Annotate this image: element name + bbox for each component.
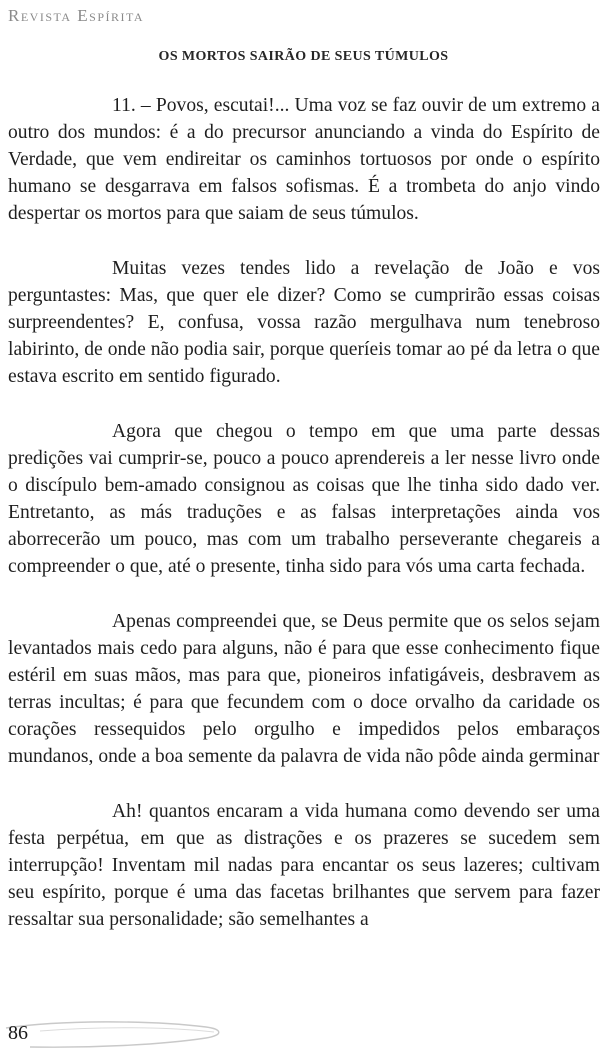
paragraph-2: Muitas vezes tendes lido a revelação de João e vos perguntastes: Mas, que quer ele dizer? Como se cumprirão essas coisas surpreendentes? E, confusa, vossa razão mergulhava num tenebroso labirinto, de onde não podia sair, porque queríeis tomar ao pé da letra o que estava escrito em sentido figurado.	[8, 258, 600, 387]
paragraph-3: Agora que chegou o tempo em que uma parte dessas predições vai cumprir-se, pouco a pouco aprendereis a ler nesse livro onde o discípulo bem-amado consignou as coisas que lhe tinha sido dado ver. Entretanto, as más traduções e as falsas interpretações ainda vos aborrecerão um pouco, mas com um trabalho perseverante chegareis a compreender o que, até o presente, tinha sido para vós uma carta fechada.	[8, 421, 600, 577]
footer-swoosh-ornament	[0, 1018, 230, 1052]
paragraph-1: 11. – Povos, escutai!... Uma voz se faz ouvir de um extremo a outro dos mundos: é a do precursor anunciando a vinda do Espírito de Verdade, que vem endireitar os caminhos tortuosos por onde o espírito humano se desgarrava em falsos sofismas. É a trombeta do anjo vindo despertar os mortos para que saiam de seus túmulos.	[8, 95, 600, 224]
paragraph-4: Apenas compreendei que, se Deus permite que os selos sejam levantados mais cedo para alguns, não é para que esse conhecimento fique estéril em suas mãos, mas para que, pioneiros infatigáveis, desbravem as terras incultas; é para que fecundem com o doce orvalho da caridade os corações ressequidos pelo orgulho e impedidos pelos embaraços mundanos, onde a boa semente da palavra de vida não pôde ainda germinar	[8, 611, 600, 767]
paragraph-5: Ah! quantos encaram a vida humana como devendo ser uma festa perpétua, em que as distrações e os prazeres se sucedem sem interrupção! Inventam mil nadas para encantar os seus lazeres; cultivam seu espírito, porque é uma das facetas brilhantes que servem para fazer ressaltar sua personalidade; são semelhantes a	[8, 801, 600, 930]
page-number: 86	[8, 1022, 28, 1044]
article-title: OS MORTOS SAIRÃO DE SEUS TÚMULOS	[158, 49, 449, 64]
running-head: Revista Espírita	[8, 6, 145, 25]
article-body	[8, 92, 600, 961]
